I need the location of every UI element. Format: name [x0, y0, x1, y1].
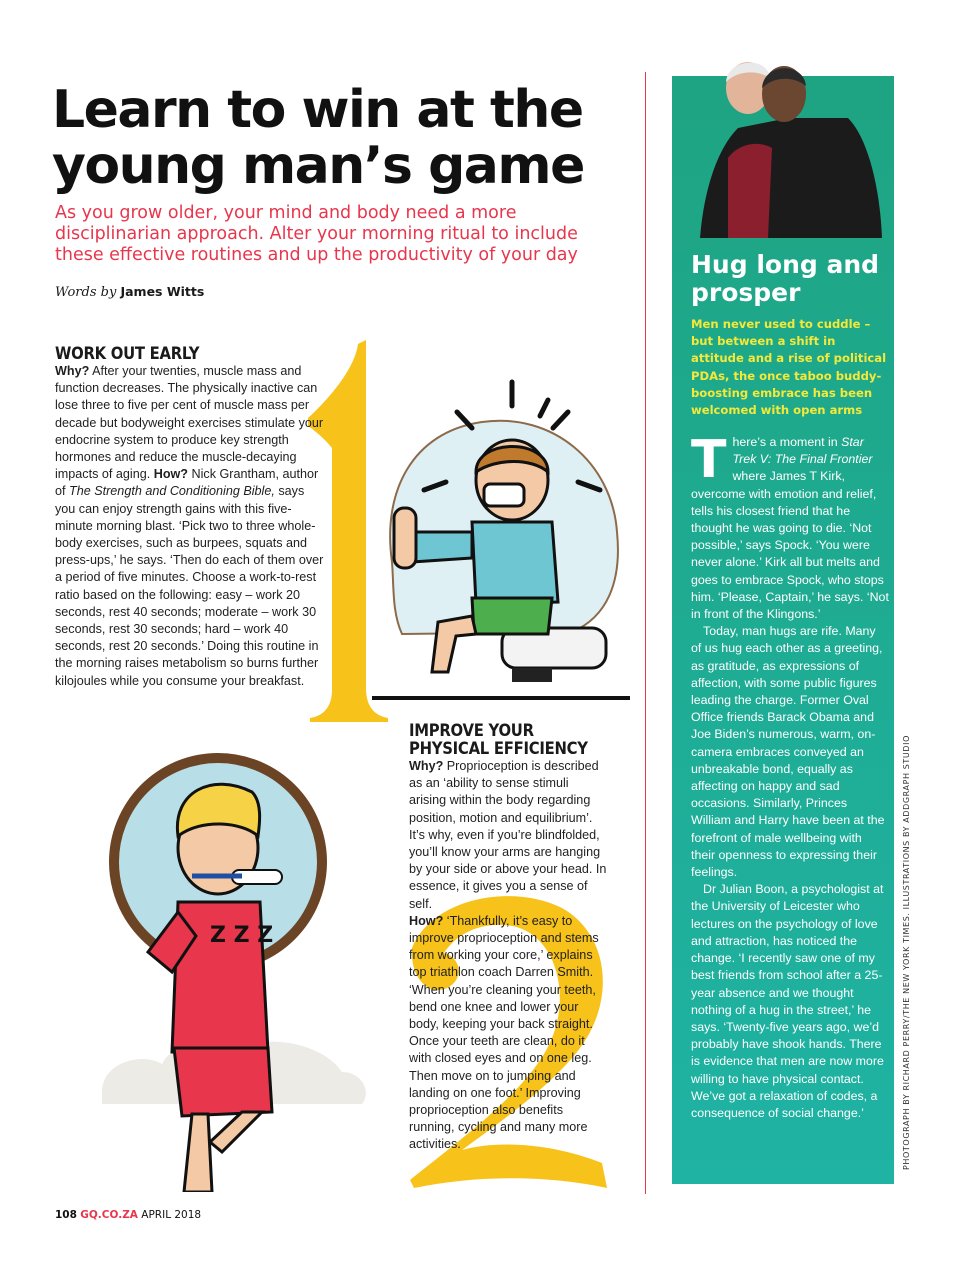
- sidebar-p1-a: here’s a moment in: [732, 435, 838, 449]
- bench-leg: [512, 668, 552, 682]
- film-title: Star Trek V: The Final Frontier: [732, 435, 873, 467]
- sidebar-paragraph-2: Today, man hugs are rife. Many of us hug each other as a greeting, as gratitude, as expressions of affection, with some public figures leading the charge. Former Oval Office friends Barack Obama and Joe Biden’s numerous, warm, on-camera embraces conveyed an unbreakable bond, equally as affecting on happy and sad occasions. Similarly, Princes William and Harry have been at the forefront of male wellbeing with their openness to expressing their feelings.: [691, 624, 885, 880]
- section-2-heading-line-1: IMPROVE YOUR: [409, 721, 534, 740]
- sidebar-standfirst: Men never used to cuddle – but between a shift in attitude and a rise of political PDAs, the once taboo buddy-boosting embrace has been welcomed with open arms: [691, 317, 887, 418]
- sidebar-p1-b: where James T Kirk, overcome with emotion and relief, tells his closest friend that he thought he was going to die. ‘Not possible,’ says Spock. ‘You were never alone.’ Kirk all but melts and goes to embrace Spock, who stops him. ‘Please, Captain,’ he says. ‘Not in front of the Klingons.’: [691, 469, 889, 622]
- hand: [394, 508, 416, 568]
- folio: [55, 1209, 201, 1221]
- shirt-zzz: Z Z Z: [210, 923, 274, 948]
- squat-illustration: [372, 372, 630, 704]
- section-2-body-why: [409, 758, 609, 913]
- section-2-body-how: [409, 913, 609, 1154]
- page-number: 108: [55, 1209, 77, 1221]
- site-name: GQ.CO.ZA: [80, 1209, 138, 1221]
- suits: [700, 118, 882, 238]
- gritted-teeth: [484, 484, 524, 506]
- byline-prefix: Words by: [55, 285, 117, 300]
- byline: [55, 284, 204, 300]
- headline: Learn to win at the young man’s game: [52, 80, 584, 196]
- section-1-body: [55, 363, 325, 690]
- issue-date: APRIL 2018: [141, 1209, 202, 1221]
- shirt: [472, 522, 558, 604]
- leg: [432, 616, 476, 672]
- sidebar-body: [691, 430, 889, 1122]
- shorts: [472, 598, 552, 634]
- sidebar-title: Hug long and prosper: [691, 250, 880, 307]
- hug-photo: [698, 48, 884, 240]
- pajama-shorts: [174, 1048, 272, 1116]
- drop-cap: T: [691, 430, 727, 490]
- sidebar-paragraph-3: Dr Julian Boon, a psychologist at the University of Leicester who lectures on the psychology of love and attraction, has noticed the change. ‘I recently saw one of my best friends from school after a 25-year absence and we thought nothing of a hug in the street,’ he says. ‘Twenty-five years ago, we’d probably have shook hands. There is evidence that men are now more willing to have physical contact. We’ve got a relaxation of codes, a consequence of social change.’: [691, 882, 884, 1120]
- section-1-how-text-1: Nick Grantham, author of: [55, 467, 319, 499]
- standfirst: As you grow older, your mind and body need a more disciplinarian approach. Alter your morning ritual to include these effective routines and up the productivity of your day: [55, 203, 578, 265]
- red-scarf: [728, 144, 772, 238]
- bent-leg: [210, 1112, 262, 1152]
- book-title: The Strength and Conditioning Bible,: [69, 484, 275, 499]
- photo-credit: PHOTOGRAPH BY RICHARD PERRY/THE NEW YORK TIMES. ILLUSTRATIONS BY ADDGRAPH STUDIO: [902, 735, 911, 1170]
- section-2: [409, 722, 609, 1154]
- section-1: [55, 345, 325, 690]
- sidebar-paragraph-1: [691, 430, 889, 623]
- column-divider: [645, 72, 646, 1194]
- section-1-how-label: How?: [153, 467, 188, 482]
- section-2-why-text: Proprioception is described as an ‘ability to sense stimuli arising within the body regarding position, motion and equilibrium’. It’s why, even if you’re blindfolded, you’ll know your arms are hanging by your side or above your head. In essence, it gives you a sense of self.: [409, 759, 607, 911]
- section-1-why-label: Why?: [55, 364, 90, 378]
- section-1-heading: WORK OUT EARLY: [55, 344, 200, 363]
- toothbrush-illustration: [92, 752, 392, 1192]
- section-2-how-label: How?: [409, 913, 444, 928]
- byline-author: James Witts: [120, 284, 205, 299]
- standing-leg: [184, 1114, 212, 1192]
- section-2-heading-line-2: PHYSICAL EFFICIENCY: [409, 739, 588, 758]
- section-2-how-text: ‘Thankfully, it’s easy to improve proprioception and stems from working your core,’ explains top triathlon coach Darren Smith. ‘When you’re cleaning your teeth, bend one knee and lower your body, keeping your back straight. Once your teeth are clean, do it with closed eyes and on one leg. Then move on to jumping and landing on one foot.’ Improving proprioception also benefits running, cycling and many more activities.: [409, 913, 599, 1152]
- section-2-heading: [409, 722, 589, 758]
- arm: [412, 532, 472, 562]
- section-1-why-text: After your twenties, muscle mass and function decreases. The physically inactive can lose three to five per cent of muscle mass per decade but bodyweight exercises stimulate your endocrine system to produce key strength hormones and reduce the muscle-decaying impacts of aging.: [55, 364, 324, 482]
- section-2-why-label: Why?: [409, 759, 444, 773]
- section-1-how-text-2: says you can enjoy strength gains with this five-minute morning blast. ‘Pick two to three whole-body exercises, such as burpees, squats and press-ups,’ he says. ‘Then do each of them over a period of five minutes. Choose a work-to-rest ratio based on the following: easy – work 20 seconds, rest 40 seconds; moderate – work 30 seconds, rest 30 seconds; hard – work 40 seconds, rest 20 seconds.’ Doing this routine in the morning raises metabolism so burns further kilojoules while you consume your breakfast.: [55, 484, 324, 688]
